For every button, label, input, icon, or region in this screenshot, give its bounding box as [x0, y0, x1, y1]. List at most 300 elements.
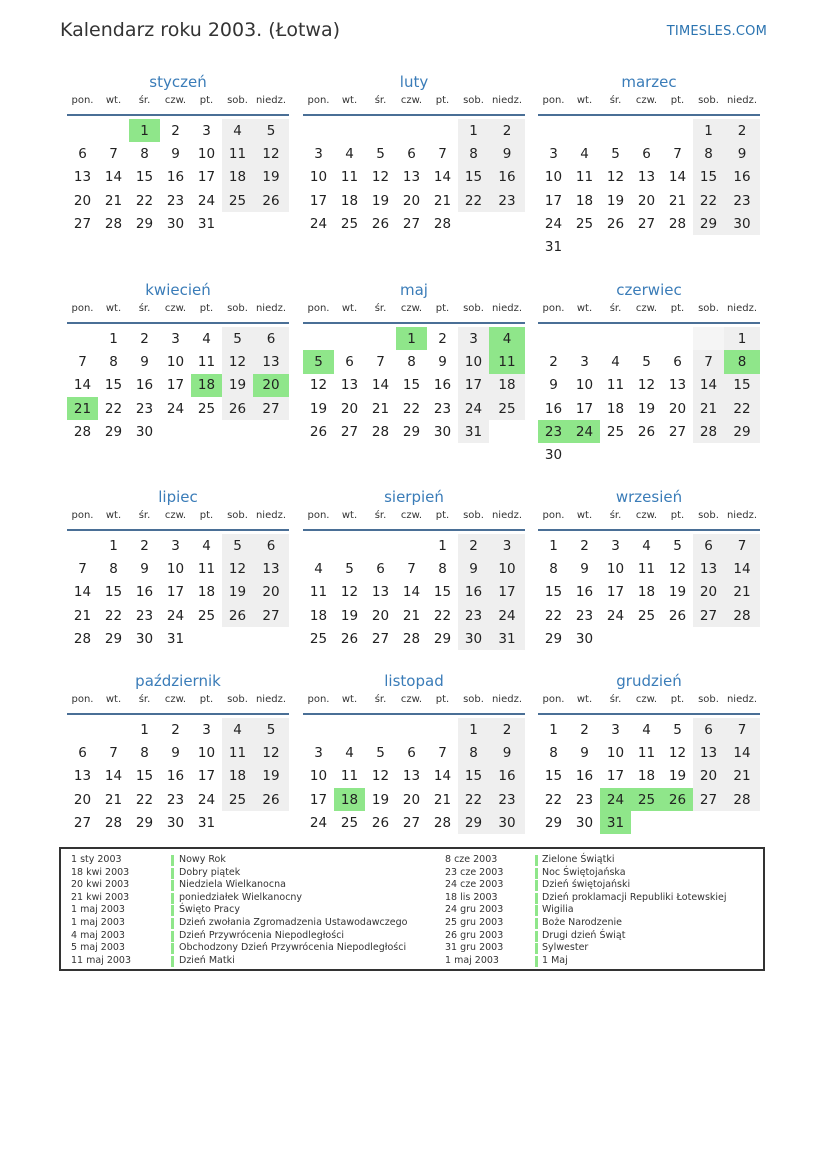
- month-table: [538, 510, 760, 650]
- day-cell: 19: [222, 581, 253, 604]
- day-cell: 31: [489, 627, 525, 650]
- day-cell: 14: [104, 768, 123, 785]
- weekday-header: czw.: [631, 95, 662, 115]
- month-8: [303, 487, 525, 650]
- day-cell: 10: [606, 560, 625, 577]
- empty-cell: [253, 627, 289, 650]
- day-cell: 23: [433, 400, 452, 417]
- day-cell: 3: [202, 721, 211, 738]
- day-cell: 24: [166, 400, 185, 417]
- day-cell: 10: [166, 353, 185, 370]
- weekday-header: niedz.: [489, 303, 525, 323]
- day-cell: 17: [606, 768, 625, 785]
- day-cell: 17: [197, 169, 216, 186]
- day-cell: 12: [637, 377, 656, 394]
- day-cell: 12: [371, 768, 390, 785]
- empty-cell: [303, 718, 334, 741]
- day-cell: 13: [340, 377, 359, 394]
- day-cell: 4: [222, 119, 253, 142]
- weekday-header: pt.: [427, 694, 458, 714]
- day-cell: 8: [109, 560, 118, 577]
- day-cell: 4: [202, 537, 211, 554]
- empty-cell: [98, 718, 129, 741]
- day-cell: 9: [171, 145, 180, 162]
- week-row: [67, 420, 289, 443]
- day-cell: 13: [253, 557, 289, 580]
- day-cell: 1: [549, 537, 558, 554]
- month-1: [67, 72, 289, 235]
- day-cell: 12: [606, 169, 625, 186]
- legend-date: 18 kwi 2003: [71, 866, 130, 878]
- day-cell: 7: [109, 145, 118, 162]
- weekday-header: śr.: [600, 95, 631, 115]
- day-cell: 2: [140, 537, 149, 554]
- week-row: [67, 741, 289, 764]
- day-cell: 4: [345, 145, 354, 162]
- day-cell: 24: [606, 607, 625, 624]
- month-name: październik: [135, 672, 221, 690]
- week-row: [538, 718, 760, 741]
- legend-entry: [61, 892, 763, 905]
- weekday-header: wt.: [569, 694, 600, 714]
- day-cell: 19: [309, 400, 328, 417]
- week-row: [538, 327, 760, 350]
- empty-cell: [662, 443, 693, 466]
- day-cell: 25: [197, 607, 216, 624]
- day-cell: 2: [171, 721, 180, 738]
- legend-date: 26 gru 2003: [445, 929, 504, 941]
- day-cell: 7: [376, 353, 385, 370]
- day-cell: 10: [309, 768, 328, 785]
- weekday-header: pon.: [538, 694, 569, 714]
- week-row: [303, 189, 525, 212]
- weekday-header: pt.: [662, 95, 693, 115]
- empty-cell: [693, 235, 724, 258]
- day-cell: 10: [197, 145, 216, 162]
- week-row: [67, 581, 289, 604]
- week-row: [538, 811, 760, 834]
- empty-cell: [67, 119, 98, 142]
- day-cell: 11: [575, 169, 594, 186]
- week-row: [67, 765, 289, 788]
- empty-cell: [365, 327, 396, 350]
- day-cell: 29: [135, 814, 154, 831]
- weekday-header: czw.: [160, 510, 191, 530]
- week-row: [67, 557, 289, 580]
- day-cell: 26: [637, 423, 656, 440]
- month-11: [303, 671, 525, 834]
- day-cell: 11: [340, 169, 359, 186]
- week-row: [538, 166, 760, 189]
- day-cell: 7: [438, 145, 447, 162]
- day-cell: 24: [309, 814, 328, 831]
- day-cell: 24: [544, 215, 563, 232]
- day-cell: 14: [433, 169, 452, 186]
- day-cell: 1: [458, 119, 489, 142]
- empty-cell: [631, 811, 662, 834]
- weekday-header: czw.: [631, 694, 662, 714]
- legend-holiday-name: Dzień świętojański: [542, 879, 631, 891]
- empty-cell: [253, 212, 289, 235]
- month-name: lipiec: [158, 488, 198, 506]
- week-row: [303, 374, 525, 397]
- empty-cell: [427, 119, 458, 142]
- day-cell: 24: [569, 420, 600, 443]
- empty-cell: [489, 420, 525, 443]
- day-cell: 20: [73, 192, 92, 209]
- day-cell: 1: [396, 327, 427, 350]
- day-cell: 17: [309, 192, 328, 209]
- empty-cell: [569, 235, 600, 258]
- day-cell: 6: [693, 534, 724, 557]
- day-cell: 22: [724, 397, 760, 420]
- empty-cell: [334, 534, 365, 557]
- week-row: [303, 811, 525, 834]
- weekday-header: wt.: [98, 95, 129, 115]
- day-cell: 14: [724, 741, 760, 764]
- day-cell: 10: [458, 350, 489, 373]
- day-cell: 3: [580, 353, 589, 370]
- day-cell: 3: [458, 327, 489, 350]
- day-cell: 29: [544, 814, 563, 831]
- legend-holiday-name: Dobry piątek: [179, 866, 241, 878]
- empty-cell: [222, 212, 253, 235]
- holiday-marker-icon: [535, 931, 538, 942]
- day-cell: 13: [402, 768, 421, 785]
- legend-holiday-name: Święto Pracy: [179, 904, 240, 916]
- day-cell: 16: [458, 581, 489, 604]
- day-cell: 5: [642, 353, 651, 370]
- week-row: [303, 212, 525, 235]
- day-cell: 24: [489, 604, 525, 627]
- month-2: [303, 72, 525, 235]
- weekday-header: sob.: [458, 694, 489, 714]
- weekday-header: pt.: [427, 510, 458, 530]
- day-cell: 1: [549, 721, 558, 738]
- week-row: [303, 581, 525, 604]
- day-cell: 20: [637, 192, 656, 209]
- day-cell: 13: [693, 557, 724, 580]
- day-cell: 11: [197, 353, 216, 370]
- day-cell: 4: [202, 330, 211, 347]
- day-cell: 18: [606, 400, 625, 417]
- day-cell: 25: [631, 788, 662, 811]
- day-cell: 15: [104, 584, 123, 601]
- day-cell: 30: [575, 814, 594, 831]
- day-cell: 18: [637, 768, 656, 785]
- day-cell: 26: [340, 630, 359, 647]
- day-cell: 1: [129, 119, 160, 142]
- week-row: [67, 718, 289, 741]
- day-cell: 20: [668, 400, 687, 417]
- day-cell: 29: [544, 630, 563, 647]
- legend-date: 20 kwi 2003: [71, 879, 130, 891]
- day-cell: 9: [580, 744, 589, 761]
- day-cell: 6: [376, 560, 385, 577]
- weekday-header: niedz.: [724, 694, 760, 714]
- weekday-header: śr.: [365, 95, 396, 115]
- page-title: Kalendarz roku 2003. (Łotwa): [60, 19, 341, 41]
- week-row: [303, 741, 525, 764]
- day-cell: 18: [340, 192, 359, 209]
- day-cell: 16: [489, 765, 525, 788]
- weekday-header: wt.: [334, 694, 365, 714]
- empty-cell: [303, 534, 334, 557]
- week-row: [538, 420, 760, 443]
- day-cell: 18: [637, 584, 656, 601]
- legend-holiday-name: Dzień proklamacji Republiki Łotewskiej: [542, 891, 727, 903]
- day-cell: 8: [140, 744, 149, 761]
- empty-cell: [600, 627, 631, 650]
- day-cell: 4: [345, 744, 354, 761]
- day-cell: 28: [104, 814, 123, 831]
- day-cell: 1: [109, 537, 118, 554]
- day-cell: 15: [693, 166, 724, 189]
- day-cell: 20: [371, 607, 390, 624]
- weekday-header: pon.: [303, 95, 334, 115]
- day-cell: 7: [438, 744, 447, 761]
- day-cell: 22: [104, 607, 123, 624]
- empty-cell: [303, 119, 334, 142]
- legend-entry: [61, 879, 763, 892]
- day-cell: 6: [407, 145, 416, 162]
- day-cell: 23: [538, 420, 569, 443]
- day-cell: 18: [222, 166, 253, 189]
- day-cell: 11: [340, 768, 359, 785]
- day-cell: 18: [309, 607, 328, 624]
- holiday-marker-icon: [535, 918, 538, 929]
- day-cell: 22: [693, 189, 724, 212]
- empty-cell: [600, 443, 631, 466]
- day-cell: 9: [549, 377, 558, 394]
- day-cell: 3: [489, 534, 525, 557]
- week-row: [67, 212, 289, 235]
- month-3: [538, 72, 760, 259]
- day-cell: 5: [673, 537, 682, 554]
- day-cell: 5: [222, 327, 253, 350]
- month-name: czerwiec: [616, 281, 682, 299]
- week-row: [67, 534, 289, 557]
- day-cell: 5: [222, 534, 253, 557]
- holiday-marker-icon: [535, 868, 538, 879]
- holiday-marker-icon: [535, 880, 538, 891]
- legend-entry: [61, 854, 763, 867]
- day-cell: 22: [544, 607, 563, 624]
- day-cell: 29: [693, 212, 724, 235]
- day-cell: 23: [166, 791, 185, 808]
- day-cell: 19: [606, 192, 625, 209]
- day-cell: 26: [371, 215, 390, 232]
- day-cell: 24: [600, 788, 631, 811]
- weekday-header: sob.: [458, 95, 489, 115]
- month-table: [67, 95, 289, 235]
- empty-cell: [631, 235, 662, 258]
- weekday-header: czw.: [160, 95, 191, 115]
- legend-date: 1 maj 2003: [445, 954, 499, 966]
- empty-cell: [569, 119, 600, 142]
- day-cell: 2: [458, 534, 489, 557]
- day-cell: 5: [673, 721, 682, 738]
- day-cell: 9: [140, 560, 149, 577]
- day-cell: 4: [642, 537, 651, 554]
- week-row: [67, 119, 289, 142]
- day-cell: 11: [489, 350, 525, 373]
- day-cell: 16: [724, 166, 760, 189]
- day-cell: 31: [544, 239, 563, 256]
- empty-cell: [67, 718, 98, 741]
- day-cell: 4: [222, 718, 253, 741]
- day-cell: 6: [407, 744, 416, 761]
- day-cell: 21: [433, 791, 452, 808]
- day-cell: 29: [433, 630, 452, 647]
- day-cell: 16: [544, 400, 563, 417]
- empty-cell: [98, 119, 129, 142]
- day-cell: 1: [109, 330, 118, 347]
- empty-cell: [160, 420, 191, 443]
- weekday-header: wt.: [334, 510, 365, 530]
- day-cell: 16: [489, 166, 525, 189]
- empty-cell: [222, 627, 253, 650]
- week-row: [303, 765, 525, 788]
- week-row: [538, 443, 760, 466]
- day-cell: 27: [693, 788, 724, 811]
- weekday-header: czw.: [396, 694, 427, 714]
- day-cell: 30: [458, 627, 489, 650]
- day-cell: 5: [376, 744, 385, 761]
- week-row: [67, 166, 289, 189]
- day-cell: 30: [135, 423, 154, 440]
- day-cell: 18: [222, 765, 253, 788]
- day-cell: 10: [166, 560, 185, 577]
- weekday-header: niedz.: [724, 95, 760, 115]
- day-cell: 17: [166, 584, 185, 601]
- day-cell: 21: [67, 397, 98, 420]
- day-cell: 30: [489, 811, 525, 834]
- day-cell: 25: [340, 215, 359, 232]
- month-name: luty: [399, 73, 429, 91]
- weekday-header: pon.: [303, 694, 334, 714]
- day-cell: 2: [140, 330, 149, 347]
- legend-holiday-name: Dzień zwołania Zgromadzenia Ustawodawczego: [179, 917, 408, 928]
- weekday-header: wt.: [334, 303, 365, 323]
- day-cell: 2: [171, 122, 180, 139]
- legend-date: 21 kwi 2003: [71, 891, 130, 903]
- day-cell: 27: [253, 397, 289, 420]
- day-cell: 3: [611, 537, 620, 554]
- day-cell: 23: [575, 607, 594, 624]
- legend-date: 25 gru 2003: [445, 917, 504, 928]
- month-6: [538, 280, 760, 467]
- empty-cell: [396, 534, 427, 557]
- weekday-header: czw.: [160, 303, 191, 323]
- day-cell: 23: [724, 189, 760, 212]
- day-cell: 13: [73, 768, 92, 785]
- empty-cell: [631, 327, 662, 350]
- weekday-header: czw.: [396, 510, 427, 530]
- day-cell: 13: [402, 169, 421, 186]
- weekday-header: niedz.: [489, 694, 525, 714]
- month-5: [303, 280, 525, 443]
- day-cell: 4: [642, 721, 651, 738]
- week-row: [538, 350, 760, 373]
- empty-cell: [724, 235, 760, 258]
- day-cell: 31: [166, 630, 185, 647]
- day-cell: 23: [575, 791, 594, 808]
- day-cell: 18: [575, 192, 594, 209]
- weekday-header: wt.: [98, 303, 129, 323]
- day-cell: 25: [606, 423, 625, 440]
- day-cell: 28: [724, 788, 760, 811]
- day-cell: 28: [433, 215, 452, 232]
- weekday-header: czw.: [631, 510, 662, 530]
- weekday-header: niedz.: [253, 694, 289, 714]
- month-name: wrzesień: [615, 488, 683, 506]
- weekday-header: sob.: [693, 95, 724, 115]
- day-cell: 12: [309, 377, 328, 394]
- day-cell: 14: [724, 557, 760, 580]
- day-cell: 9: [724, 142, 760, 165]
- weekday-header: pon.: [538, 95, 569, 115]
- day-cell: 14: [371, 377, 390, 394]
- empty-cell: [693, 443, 724, 466]
- week-row: [67, 397, 289, 420]
- week-row: [538, 374, 760, 397]
- day-cell: 21: [104, 192, 123, 209]
- day-cell: 14: [104, 169, 123, 186]
- legend-date: 1 maj 2003: [71, 917, 125, 928]
- day-cell: 7: [78, 353, 87, 370]
- site-link[interactable]: TIMESLES.COM: [666, 24, 767, 39]
- day-cell: 28: [693, 420, 724, 443]
- day-cell: 27: [73, 814, 92, 831]
- day-cell: 8: [109, 353, 118, 370]
- day-cell: 18: [334, 788, 365, 811]
- day-cell: 26: [222, 604, 253, 627]
- weekday-header: śr.: [365, 694, 396, 714]
- day-cell: 24: [166, 607, 185, 624]
- day-cell: 11: [197, 560, 216, 577]
- weekday-header: sob.: [693, 510, 724, 530]
- month-table: [538, 95, 760, 259]
- day-cell: 22: [135, 791, 154, 808]
- day-cell: 8: [140, 145, 149, 162]
- day-cell: 22: [402, 400, 421, 417]
- day-cell: 31: [197, 814, 216, 831]
- day-cell: 6: [78, 744, 87, 761]
- day-cell: 7: [673, 145, 682, 162]
- weekday-header: śr.: [129, 694, 160, 714]
- day-cell: 15: [135, 768, 154, 785]
- empty-cell: [724, 811, 760, 834]
- week-row: [303, 718, 525, 741]
- day-cell: 23: [458, 604, 489, 627]
- day-cell: 11: [637, 560, 656, 577]
- week-row: [538, 557, 760, 580]
- empty-cell: [222, 420, 253, 443]
- weekday-header: sob.: [222, 303, 253, 323]
- week-row: [67, 189, 289, 212]
- day-cell: 16: [575, 768, 594, 785]
- day-cell: 16: [135, 377, 154, 394]
- empty-cell: [489, 212, 525, 235]
- day-cell: 25: [489, 397, 525, 420]
- weekday-header: pon.: [303, 510, 334, 530]
- empty-cell: [662, 235, 693, 258]
- empty-cell: [222, 811, 253, 834]
- day-cell: 9: [489, 142, 525, 165]
- day-cell: 21: [371, 400, 390, 417]
- weekday-header: pon.: [303, 303, 334, 323]
